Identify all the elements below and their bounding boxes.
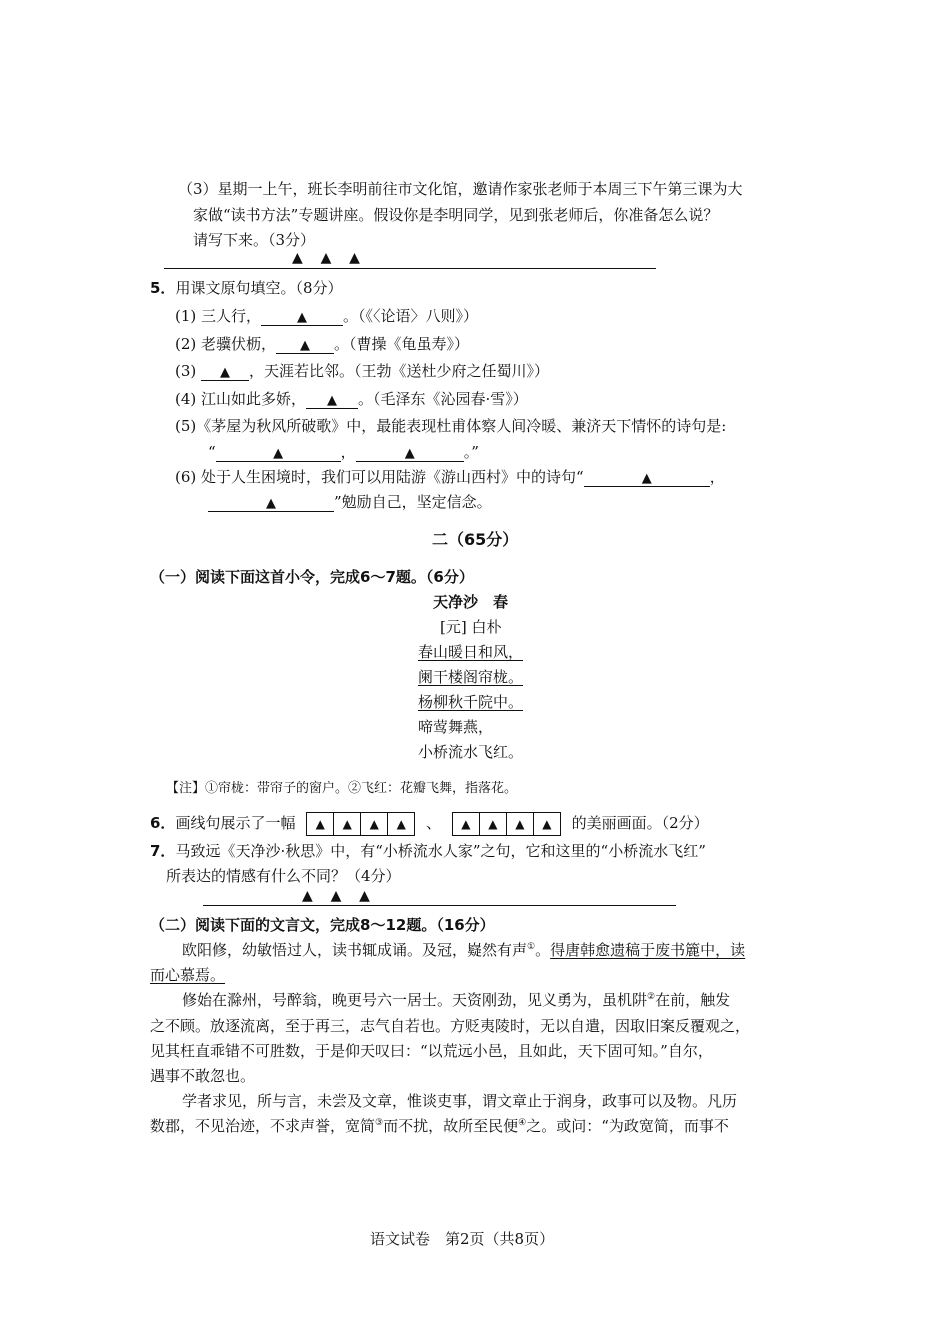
poem-line-5: 小桥流水飞红。 xyxy=(418,743,524,761)
q5-blank-5a[interactable]: ▲ xyxy=(216,445,341,462)
part-1-heading: （一）阅读下面这首小令，完成6～7题。（6分） xyxy=(150,568,474,586)
passage-p1-line2: 而心慕焉。 xyxy=(150,966,226,984)
q5-blank-6a[interactable]: ▲ xyxy=(584,470,710,487)
passage-p3-line2: 数郡，不见治迹，不求声誉，宽简③而不扰，故所至民便④之。或问：“为政宽简，而事不 xyxy=(150,1117,729,1135)
q5-title: 5．用课文原句填空。（8分） xyxy=(150,279,343,297)
q7-answer-marks: ▲ ▲ ▲ xyxy=(302,888,370,904)
q5-item-6: (6) 处于人生困境时，我们可以用陆游《游山西村》中的诗句“ ▲ ， xyxy=(175,468,725,486)
q7-line2: 所表达的情感有什么不同？（4分） xyxy=(166,867,401,885)
poem-line-4: 啼莺舞燕， xyxy=(418,718,494,736)
page-footer: 语文试卷 第2页（共8页） xyxy=(370,1230,555,1248)
q5-item-4: (4) 江山如此多娇， ▲ 。（毛泽东《沁园春·雪》） xyxy=(175,390,528,408)
poem-line-3: 杨柳秋千院中。 xyxy=(418,693,524,711)
q5-item-3: (3) ▲ ，天涯若比邻。（王勃《送杜少府之任蜀川》） xyxy=(175,362,550,380)
q5-blank-1[interactable]: ▲ xyxy=(261,309,343,326)
q5-blank-3[interactable]: ▲ xyxy=(201,364,249,381)
q6-box-1[interactable]: ▲ ▲ ▲ ▲ xyxy=(306,812,415,836)
poem-note: 【注】①帘栊：带帘子的窗户。②飞红：花瓣飞舞，指落花。 xyxy=(166,781,518,796)
poem-line-1: 春山暖日和风， xyxy=(418,643,524,661)
poem-title: 天净沙 春 xyxy=(433,593,509,611)
passage-p3-line1: 学者求见，所与言，未尝及文章，惟谈吏事，谓文章止于润身，政事可以及物。凡历 xyxy=(182,1092,738,1110)
q5-item-5-answer: “ ▲ ， ▲ 。” xyxy=(208,443,479,461)
poem-line-2: 阑干楼阁帘栊。 xyxy=(418,668,524,686)
passage-underlined-sentence: 得唐韩愈遗稿于废书簏中，读 xyxy=(550,941,746,959)
q5-item-2: (2) 老骥伏枥， ▲ 。（曹操《龟虽寿》） xyxy=(175,335,470,353)
q4-3-answer-line[interactable] xyxy=(164,268,656,269)
q6-box-2[interactable]: ▲ ▲ ▲ ▲ xyxy=(452,812,561,836)
passage-p2-line4: 遇事不敢忽也。 xyxy=(150,1067,256,1085)
passage-p1-line1: 欧阳修，幼敏悟过人，读书辄成诵。及冠，嶷然有声①。得唐韩愈遗稿于废书簏中，读 xyxy=(182,941,746,959)
part-2-heading: （二）阅读下面的文言文，完成8～12题。（16分） xyxy=(150,916,495,934)
q7-line1: 7．马致远《天净沙·秋思》中，有“小桥流水人家”之句，它和这里的“小桥流水飞红” xyxy=(150,842,706,860)
q5-item-5-prompt: (5)《茅屋为秋风所破歌》中，最能表现杜甫体察人间冷暖、兼济天下情怀的诗句是: xyxy=(175,417,727,435)
poem-author: [元] 白朴 xyxy=(440,618,502,636)
q4-3-answer-marks: ▲ ▲ ▲ xyxy=(292,250,360,266)
q5-item-1: (1) 三人行， ▲ 。（《〈论语〉八则》） xyxy=(175,307,479,325)
q5-blank-5b[interactable]: ▲ xyxy=(356,445,464,462)
passage-p2-line1: 修始在滁州，号醉翁，晚更号六一居士。天资刚劲，见义勇为，虽机阱②在前，触发 xyxy=(182,991,731,1009)
passage-p2-line3: 见其枉直乖错不可胜数，于是仰天叹曰：“以荒远小邑，且如此，天下固可知。”自尔， xyxy=(150,1042,713,1060)
q4-3-line1: （3）星期一上午，班长李明前往市文化馆，邀请作家张老师于本周三下午第三课为大 xyxy=(178,180,743,198)
q5-item-6-cont: ▲ ”勉励自己，坚定信念。 xyxy=(208,491,492,512)
q5-blank-2[interactable]: ▲ xyxy=(276,337,334,354)
section-2-title: 二（65分） xyxy=(432,530,519,549)
q4-3-line3: 请写下来。（3分） xyxy=(193,231,316,249)
q5-blank-4[interactable]: ▲ xyxy=(306,392,358,409)
q7-answer-line[interactable] xyxy=(203,905,676,906)
q4-3-line2: 家做“读书方法”专题讲座。假设你是李明同学，见到张老师后，你准备怎么说？ xyxy=(193,206,719,224)
q5-blank-6b[interactable]: ▲ xyxy=(208,495,334,512)
passage-p2-line2: 之不顾。放逐流离，至于再三，志气自若也。方贬夷陵时，无以自遣，因取旧案反覆观之， xyxy=(150,1017,751,1035)
q6: 6．画线句展示了一幅 ▲ ▲ ▲ ▲ 、 ▲ ▲ ▲ ▲ 的美丽画面。（2分） xyxy=(150,812,709,836)
